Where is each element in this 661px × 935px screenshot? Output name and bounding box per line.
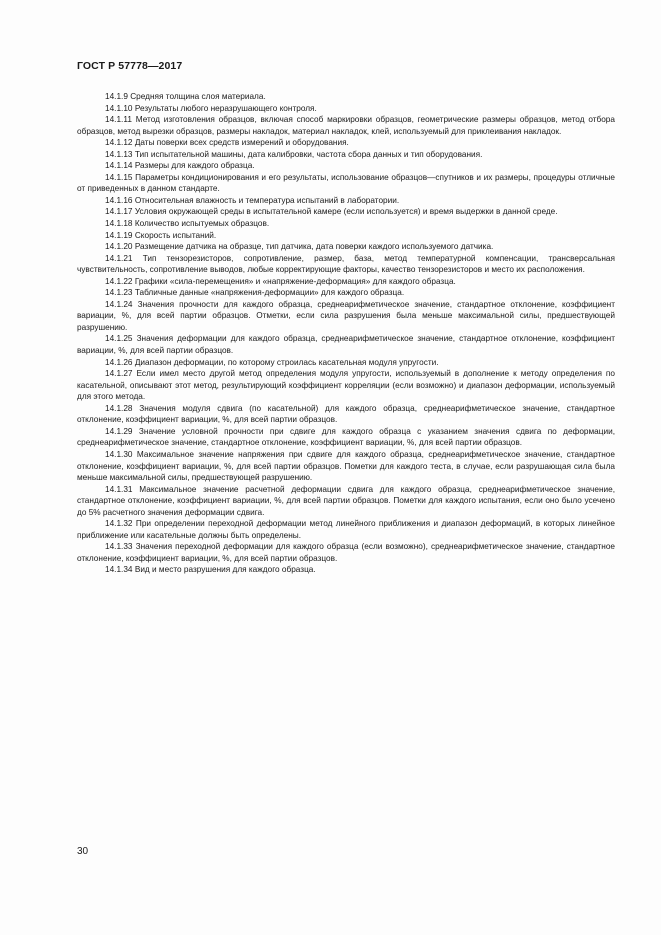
paragraph-14-1-23: 14.1.23 Табличные данные «напряжения-деформации» для каждого образца. <box>105 288 405 298</box>
paragraph-14-1-15: 14.1.15 Параметры кондиционирования и его результаты, использование образцов—спутников и их размеры, процедуры отличные от приведенных в данном стандарте. <box>77 172 615 194</box>
paragraph-14-1-9: 14.1.9 Средняя толщина слоя материала. <box>105 92 266 101</box>
paragraph-14-1-19: 14.1.19 Скорость испытаний. <box>105 230 217 240</box>
paragraph-14-1-13: 14.1.13 Тип испытательной машины, дата калибровки, частота сбора данных и тип оборудования. <box>105 149 483 159</box>
paragraph-14-1-24: 14.1.24 Значения прочности для каждого образца, среднеарифметическое значение, стандартное отклонение, коэффициент вариации, %, для всей партии образцов. Отметки, если сила разрушения была меньше максимальной силы, предшествующей разрушению. <box>77 299 615 332</box>
paragraph-14-1-17: 14.1.17 Условия окружающей среды в испытательной камере (если используется) и время выдержки в данной среде. <box>105 207 558 217</box>
paragraph-14-1-30: 14.1.30 Максимальное значение напряжения при сдвиге для каждого образца, среднеарифметическое значение, стандартное отклонение, коэффициент вариации, %, для всей партии образцов. Пометки для каждого теста, в случае, если разрушающая сила была меньше максимальной силы, предшествующей разрушению. <box>77 449 615 483</box>
paragraph-14-1-33: 14.1.33 Значения переходной деформации для каждого образца (если возможно), среднеарифметическое значение, стандартное отклонение, коэффициент вариации, %, для всей партии образцов. <box>77 542 615 563</box>
paragraph-14-1-25: 14.1.25 Значения деформации для каждого образца, среднеарифметическое значение, стандартное отклонение, коэффициент вариации, %, для всей партии образцов. <box>77 334 615 356</box>
paragraph-14-1-32: 14.1.32 При определении переходной деформации метод линейного приближения и диапазон деформаций, в которых линейное приближение или касательные должны быть определены. <box>77 519 615 540</box>
paragraph-14-1-21: 14.1.21 Тип тензорезисторов, сопротивление, размер, база, метод температурной компенсации, трансверсальная чувствительность, сопротивление выводов, любые корректирующие факторы, качество тензорезисторов и место их расположения. <box>77 253 615 275</box>
paragraph-14-1-20: 14.1.20 Размещение датчика на образце, тип датчика, дата поверки каждого используемого датчика. <box>105 242 494 252</box>
paragraph-14-1-22: 14.1.22 Графики «сила-перемещения» и «напряжение-деформация» для каждого образца. <box>105 276 456 286</box>
paragraph-14-1-10: 14.1.10 Результаты любого неразрушающего контроля. <box>105 103 317 113</box>
document-header: ГОСТ Р 57778—2017 <box>77 60 183 72</box>
paragraph-14-1-11: 14.1.11 Метод изготовления образцов, включая способ маркировки образцов, геометрические размеры образцов, метод отбора образцов, метод вырезки образцов, размеры накладок, материал накладок, клей, используемый для приклеивания накладок. <box>77 115 615 136</box>
paragraph-14-1-34: 14.1.34 Вид и место разрушения для каждого образца. <box>105 565 316 575</box>
paragraph-14-1-14: 14.1.14 Размеры для каждого образца. <box>105 161 255 171</box>
paragraph-14-1-29: 14.1.29 Значение условной прочности при сдвиге для каждого образца с указанием значения сдвига по деформации, среднеарифметическое значение, стандартное отклонение, коэффициент вариации, %, для всей партии образцов. <box>77 426 615 448</box>
paragraph-14-1-16: 14.1.16 Относительная влажность и температура испытаний в лаборатории. <box>105 195 400 205</box>
paragraph-14-1-31: 14.1.31 Максимальное значение расчетной деформации сдвига для каждого образца, среднеарифметическое значение, стандартное отклонение, коэффициент вариации, %, для всей партии образцов. Пометки для каждого испытания, если оно было усечено до 5% расчетного значения деформации сдвига. <box>77 484 615 517</box>
page-number: 30 <box>77 846 89 857</box>
paragraph-14-1-28: 14.1.28 Значения модуля сдвига (по касательной) для каждого образца, среднеарифметическое значение, стандартное отклонение, коэффициент вариации, %, для всей партии образцов. <box>77 403 615 425</box>
document-body <box>77 91 615 576</box>
paragraph-14-1-18: 14.1.18 Количество испытуемых образцов. <box>105 219 270 229</box>
paragraph-14-1-27: 14.1.27 Если имел место другой метод определения модуля упругости, используемый в дополнение к методу определения по касательной, описывают этот метод, результирующий коэффициент корреляции (если возможно) и диапазон деформации, используемый для этого метода. <box>77 369 615 402</box>
paragraph-14-1-12: 14.1.12 Даты поверки всех средств измерений и оборудования. <box>105 138 349 148</box>
paragraph-14-1-26: 14.1.26 Диапазон деформации, по которому строилась касательная модуля упругости. <box>105 357 439 367</box>
